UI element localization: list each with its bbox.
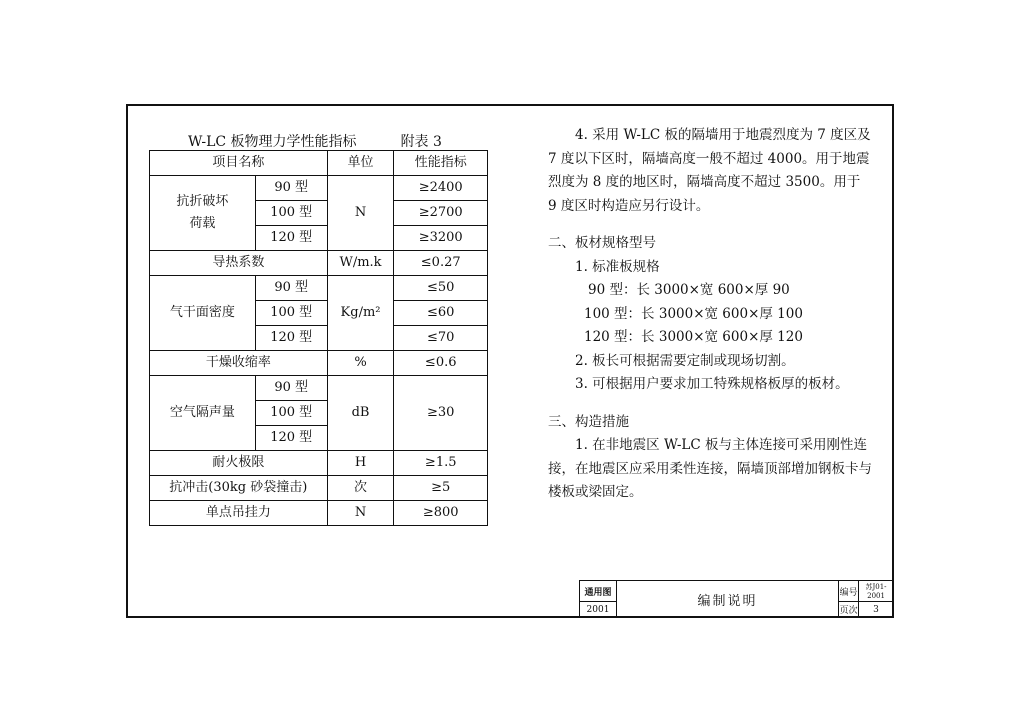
- title-block-scope-label: 通用图: [580, 581, 617, 602]
- table-row: [150, 501, 488, 526]
- hanging-unit: N: [327, 501, 394, 526]
- hanging-value: ≥800: [394, 501, 488, 526]
- bending-value-90: ≥2400: [394, 176, 488, 201]
- header-unit: 单位: [327, 151, 394, 176]
- title-block-page-label: 页次: [839, 602, 859, 618]
- sound-type-90: 90 型: [255, 376, 327, 401]
- thermal-name: 导热系数: [150, 251, 328, 276]
- table-row: [150, 276, 488, 301]
- bending-value-100: ≥2700: [394, 201, 488, 226]
- bending-unit: N: [327, 176, 394, 251]
- section-2-item-3: 3. 可根据用户要求加工特殊规格板厚的板材。: [575, 376, 849, 392]
- sound-name: 空气隔声量: [150, 376, 256, 451]
- impact-unit: 次: [327, 476, 394, 501]
- shrinkage-unit: %: [327, 351, 394, 376]
- section-2-item-1-title: 1. 标准板规格: [575, 258, 660, 275]
- fire-name: 耐火极限: [150, 451, 328, 476]
- title-block-year: 2001: [580, 602, 617, 618]
- section-3-title: 三、构造措施: [548, 413, 629, 430]
- bending-value-120: ≥3200: [394, 226, 488, 251]
- section-2-item-2: 2. 板长可根据需要定制或现场切割。: [575, 352, 795, 369]
- density-type-120: 120 型: [255, 326, 327, 351]
- shrinkage-value: ≤0.6: [394, 351, 488, 376]
- density-unit: Kg/m²: [327, 276, 394, 351]
- title-block-number-label: 编号: [839, 581, 859, 602]
- sound-type-120: 120 型: [255, 426, 327, 451]
- density-value-120: ≤70: [394, 326, 488, 351]
- density-name: 气干面密度: [150, 276, 256, 351]
- table-annex: 附表 3: [400, 134, 442, 150]
- density-value-90: ≤50: [394, 276, 488, 301]
- drawing-number: 苏J01-2001: [859, 581, 894, 602]
- density-type-100: 100 型: [255, 301, 327, 326]
- note-item-4: 4. 采用 W-LC 板的隔墙用于地震烈度为 7 度区及 7 度以下区时，隔墙高度一般不超过 4000。用于地震烈度为 8 度的地区时，隔墙高度不超过 3500。用于 9 度区时构造应另行设计。: [548, 127, 871, 214]
- drawing-title: 编制说明: [616, 581, 838, 618]
- header-value: 性能指标: [394, 151, 488, 176]
- spec-90: 90 型：长 3000×宽 600×厚 90: [588, 282, 790, 298]
- table-title: W-LC 板物理力学性能指标: [188, 134, 357, 150]
- table-row: [150, 476, 488, 501]
- page-number: 3: [859, 602, 894, 618]
- table-row: [150, 251, 488, 276]
- sound-unit: dB: [327, 376, 394, 451]
- impact-name: 抗冲击(30kg 砂袋撞击): [150, 476, 328, 501]
- density-value-100: ≤60: [394, 301, 488, 326]
- section-3-item-1: 1. 在非地震区 W-LC 板与主体连接可采用刚性连接，在地震区应采用柔性连接，隔墙顶部增加钢板卡与楼板或梁固定。: [548, 437, 872, 500]
- bending-type-90: 90 型: [255, 176, 327, 201]
- table-row: [150, 451, 488, 476]
- fire-value: ≥1.5: [394, 451, 488, 476]
- shrinkage-name: 干燥收缩率: [150, 351, 328, 376]
- table-row: [150, 351, 488, 376]
- density-type-90: 90 型: [255, 276, 327, 301]
- table-row: [150, 376, 488, 401]
- thermal-value: ≤0.27: [394, 251, 488, 276]
- title-block: [579, 580, 894, 618]
- spec-120: 120 型：长 3000×宽 600×厚 120: [584, 329, 803, 345]
- sound-value: ≥30: [394, 376, 488, 451]
- bending-type-100: 100 型: [255, 201, 327, 226]
- thermal-unit: W/m.k: [327, 251, 394, 276]
- notes-text: [548, 124, 872, 505]
- sound-type-100: 100 型: [255, 401, 327, 426]
- bending-type-120: 120 型: [255, 226, 327, 251]
- properties-table: [149, 150, 488, 526]
- impact-value: ≥5: [394, 476, 488, 501]
- spec-100: 100 型：长 3000×宽 600×厚 100: [584, 305, 803, 322]
- hanging-name: 单点吊挂力: [150, 501, 328, 526]
- section-2-title: 二、板材规格型号: [548, 235, 656, 251]
- table-title-line: [188, 131, 442, 151]
- table-row: [150, 176, 488, 201]
- fire-unit: H: [327, 451, 394, 476]
- bending-name: 抗折破坏 荷载: [150, 176, 256, 251]
- header-item-name: 项目名称: [150, 151, 328, 176]
- table-header-row: [150, 151, 488, 176]
